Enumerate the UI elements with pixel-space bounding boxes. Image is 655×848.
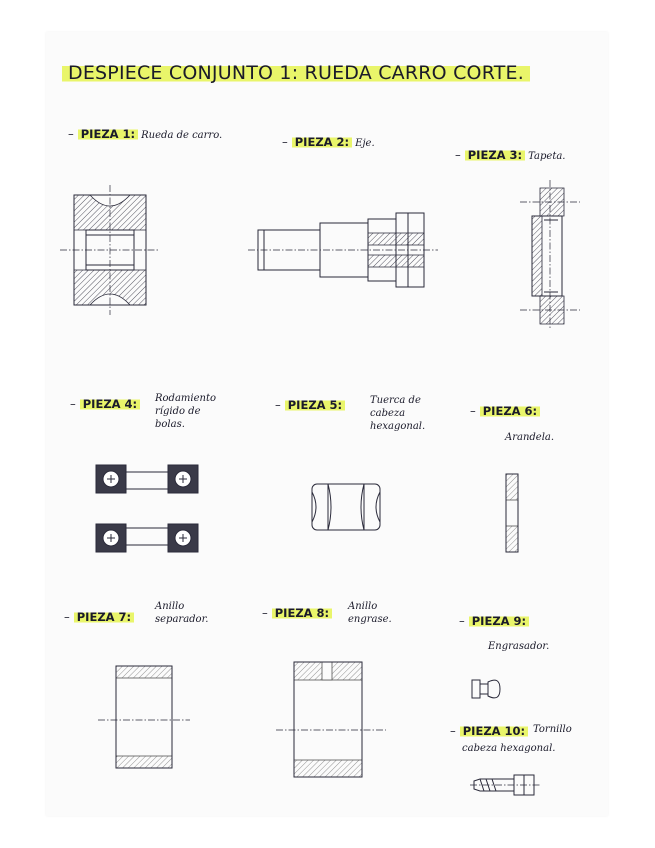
piece-3-drawing (520, 180, 580, 330)
page-title: DESPIECE CONJUNTO 1: RUEDA CARRO CORTE. (62, 62, 530, 84)
piece-5-desc: Tuerca de cabeza hexagonal. (370, 395, 426, 432)
piece-5-label: – PIEZA 5: (275, 398, 345, 412)
piece-1-desc: Rueda de carro. (141, 130, 223, 141)
piece-1-label: – PIEZA 1: Rueda de carro. (68, 127, 223, 141)
piece-2-label: – PIEZA 2: Eje. (282, 135, 375, 149)
piece-10-desc-line-2: cabeza hexagonal. (462, 743, 556, 754)
piece-4-desc: Rodamiento rígido de bolas. (155, 393, 216, 430)
piece-2-drawing (248, 205, 438, 295)
piece-5-drawing (310, 482, 382, 532)
piece-4-label: – PIEZA 4: (70, 397, 140, 411)
piece-7-label: – PIEZA 7: (64, 610, 134, 624)
piece-8-label: – PIEZA 8: (262, 606, 332, 620)
piece-8-drawing (276, 656, 386, 781)
piece-6-label: – PIEZA 6: (470, 404, 540, 418)
piece-7-drawing (98, 662, 190, 772)
piece-7-desc: Anillo separador. (155, 601, 209, 625)
piece-6-drawing (500, 470, 524, 555)
piece-8-desc: Anillo engrase. (348, 601, 392, 625)
piece-3-desc: Tapeta. (528, 151, 566, 162)
piece-9-desc: Engrasador. (488, 641, 550, 652)
piece-9-drawing (470, 674, 510, 704)
piece-2-desc: Eje. (355, 138, 375, 149)
piece-9-label: – PIEZA 9: (459, 614, 529, 628)
piece-3-label: – PIEZA 3: Tapeta. (455, 148, 566, 162)
piece-4-drawing (92, 462, 202, 557)
piece-10-drawing (470, 772, 540, 798)
piece-1-drawing (60, 185, 160, 315)
piece-6-desc: Arandela. (505, 432, 555, 443)
piece-10-label: – PIEZA 10: (450, 724, 528, 738)
piece-10-desc-line-1: Tornillo (533, 724, 572, 735)
